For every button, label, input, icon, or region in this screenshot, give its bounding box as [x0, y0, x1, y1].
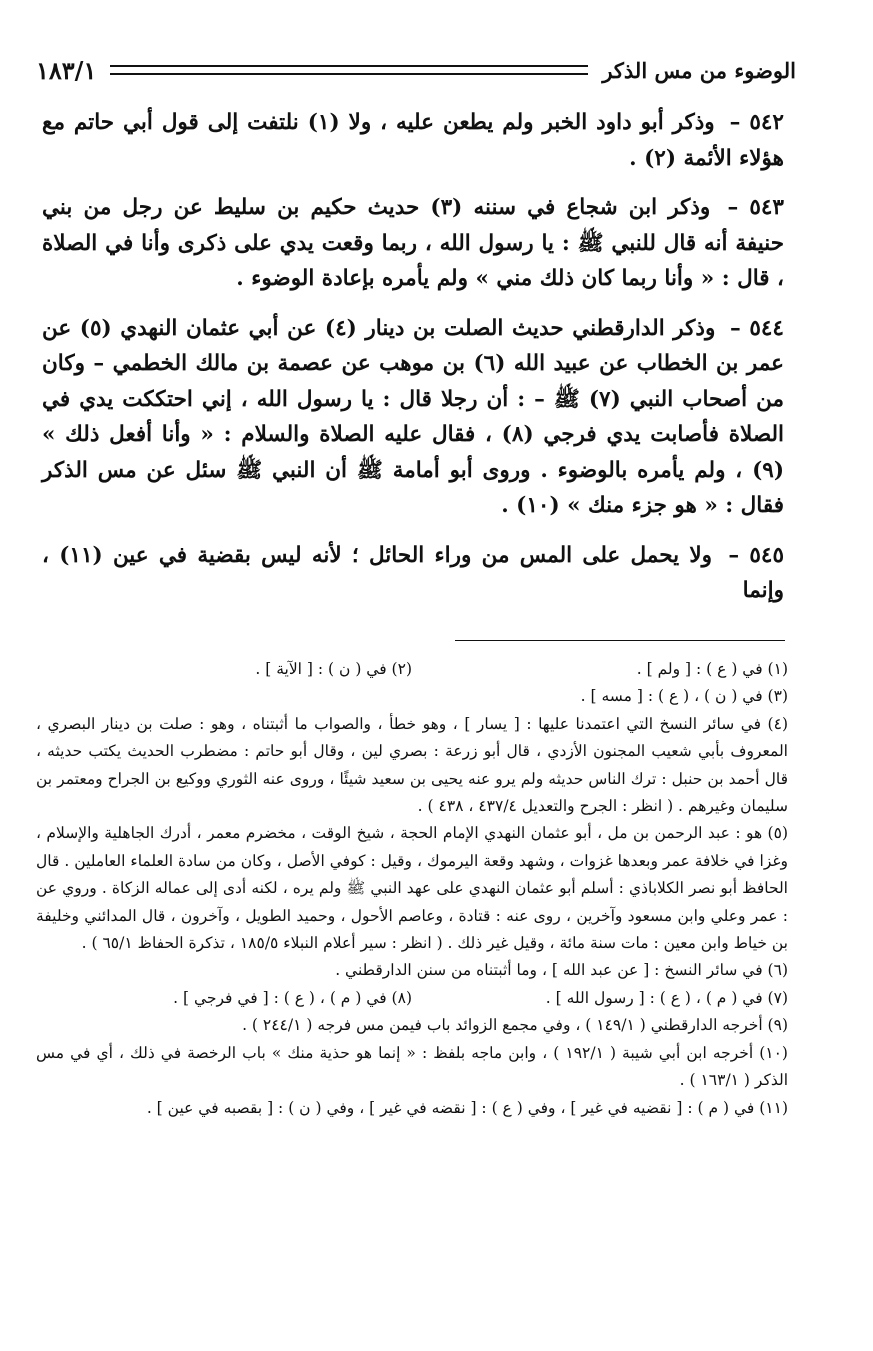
paragraph-text: وذكر الدارقطني حديث الصلت بن دينار (٤) عن أبي عثمان النهدي (٥) عن عمر بن الخطاب عن عبيد الله (٦) بن موهب عن عصمة بن مالك الخطمي – وكان من أصحاب النبي (٧) ﷺ – : أن رجلا قال : يا رسول الله ، إني احتككت يدي في الصلاة فأصابت يدي فرجي (٨) ، فقال عليه الصلاة والسلام : « وأنا أفعل ذلك » (٩) ، ولم يأمره بالوضوء . وروى أبو أمامة ﷺ أن النبي ﷺ سئل عن مس الذكر فقال : « هو جزء منك » (١٠) . — [42, 315, 785, 518]
footnote-8: (٨) في ( م ) ، ( ع ) : [ في فرجي ] . — [173, 988, 412, 1007]
paragraph-number: ٥٤٤ – — [729, 315, 784, 341]
paragraph-542 — [42, 105, 784, 176]
footnote-5: (٥) هو : عبد الرحمن بن مل ، أبو عثمان النهدي الإمام الحجة ، شيخ الوقت ، مخضرم معمر ، أدرك الجاهلية والإسلام ، وغزا في خلافة عمر وبعدها غزوات ، وشهد وقعة اليرموك ، وقيل : كوفي الأصل ، وكان من سادة العلماء العاملين . قال الحافظ أبو نصر الكلاباذي : أسلم أبو عثمان النهدي على عهد النبي ﷺ ولم يره ، لكنه أدى إلى عماله الزكاة . وروي عن : عمر وعلي وابن مسعود وآخرين ، روى عنه : قتادة ، وعاصم الأحول ، وحميد الطويل ، وآخرون ، قال المدائني وخليفة بن خياط وابن معين : مات سنة مائة ، وقيل غير ذلك . ( انظر : سير أعلام النبلاء ١٨٥/٥ ، تذكرة الحفاظ ٦٥/١ ) . — [36, 824, 788, 953]
paragraph-number: ٥٤٥ – — [728, 542, 784, 568]
main-text — [42, 105, 784, 623]
paragraph-544 — [42, 311, 784, 524]
paragraph-number: ٥٤٢ – — [729, 110, 784, 135]
paragraph-text: ولا يحمل على المس من وراء الحائل ؛ لأنه ليس بقضية في عين (١١) ، وإنما — [42, 542, 784, 603]
footnote-7: (٧) في ( م ) ، ( ع ) : [ رسول الله ] . — [545, 988, 788, 1007]
footnote-9: (٩) أخرجه الدارقطني ( ١٤٩/١ ) ، وفي مجمع الزوائد باب فيمن مس فرجه ( ٢٤٤/١ ) . — [242, 1016, 788, 1035]
paragraph-text: وذكر ابن شجاع في سننه (٣) حديث حكيم بن سليط عن رجل من بني حنيفة أنه قال للنبي ﷺ : يا رسول الله ، ربما وقعت يدي على ذكرى وأنا في الصلاة ، قال : « وأنا ربما كان ذلك مني » ولم يأمره بإعادة الوضوء . — [42, 195, 784, 291]
paragraph-545 — [42, 538, 784, 609]
footnote-10: (١٠) أخرجه ابن أبي شيبة ( ١٩٢/١ ) ، وابن ماجه بلفظ : « إنما هو حذية منك » باب الرخصة في ذلك ، أي في مس الذكر ( ١٦٣/١ ) . — [36, 1043, 788, 1090]
paragraph-text: وذكر أبو داود الخبر ولم يطعن عليه ، ولا (١) نلتفت إلى قول أبي حاتم مع هؤلاء الأئمة (٢) . — [42, 110, 784, 171]
paragraph-number: ٥٤٣ – — [727, 195, 784, 220]
chapter-title: الوضوء من مس الذكر — [602, 57, 796, 83]
footnote-2: (٢) في ( ن ) : [ الآية ] . — [255, 660, 412, 678]
paragraph-543 — [42, 190, 784, 297]
footnote-4: (٤) في سائر النسخ التي اعتمدنا عليها : [ يسار ] ، وهو خطأ ، والصواب ما أثبتناه ، وهو : صلت بن دينار البصري ، المعروف بأبي شعيب المجنون الأزدي ، قال أبو زرعة : بصري لين ، وقال أبو حاتم : مضطرب الحديث يكتب حديثه ، قال أحمد بن حنبل : ترك الناس حديثه ولم يرو عنه يحيى بن سعيد شيئًا ، وروى عنه الثوري ووكيع بن الجراح ومعتمر بن سليمان وغيرهم . ( انظر : الجرح والتعديل ٤٣٧/٤ ، ٤٣٨ ) . — [36, 714, 788, 816]
footnote-row — [36, 985, 788, 1012]
page-number: ١٨٣/١ — [36, 55, 97, 85]
footnote-6: (٦) في سائر النسخ : [ عن عبد الله ] ، وما أثبتناه من سنن الدارقطني . — [335, 961, 788, 980]
footnote-1: (١) في ( ع ) : [ ولم ] . — [636, 660, 788, 678]
header-double-rule — [110, 65, 588, 75]
footnote-11: (١١) في ( م ) : [ نقضيه في غير ] ، وفي ( ع ) : [ نقضه في غير ] ، وفي ( ن ) : [ بقصبه في عين ] . — [146, 1098, 788, 1117]
footnote-3: (٣) في ( ن ) ، ( ع ) : [ مسه ] . — [580, 687, 788, 706]
footnotes — [36, 656, 788, 1122]
footnote-divider — [455, 640, 785, 641]
footnote-row — [36, 656, 788, 683]
running-header — [36, 48, 796, 92]
